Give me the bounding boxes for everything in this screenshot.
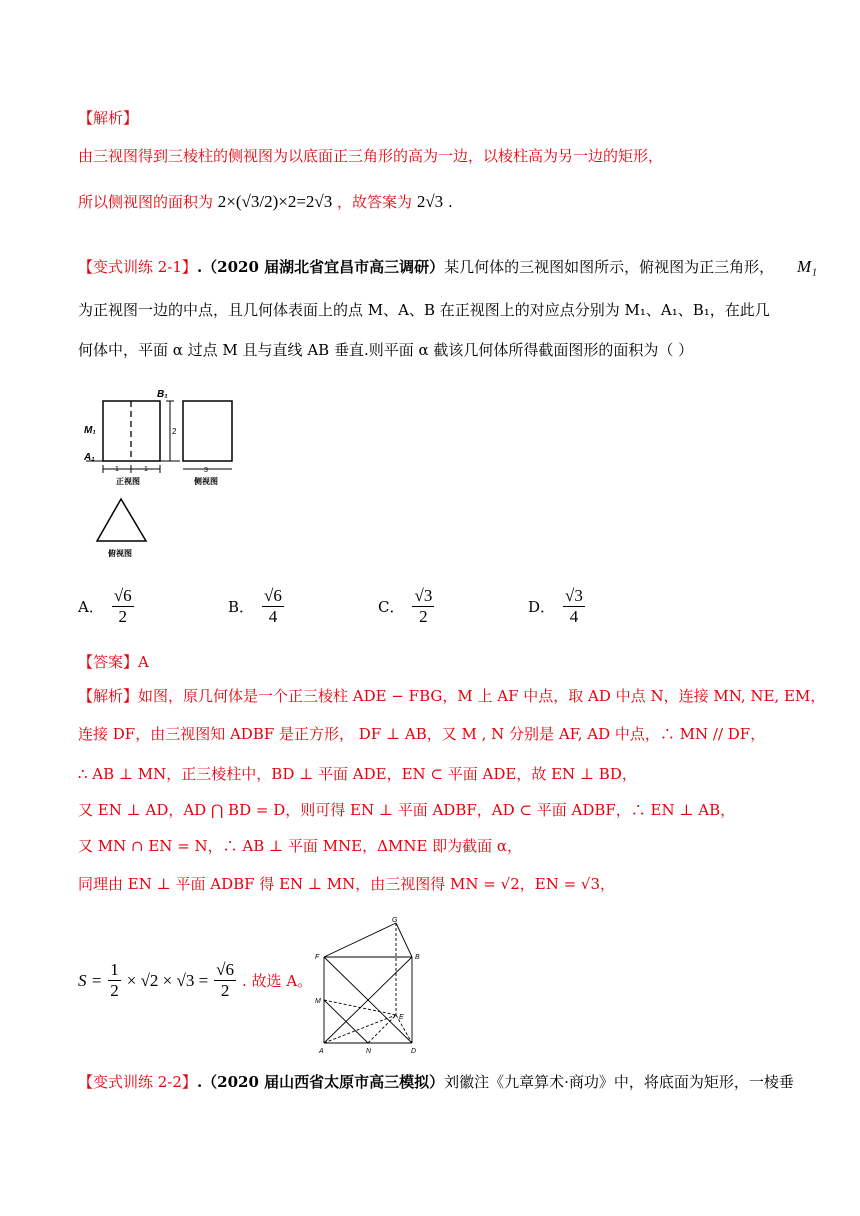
- point-a: A: [319, 1048, 324, 1055]
- s-frac-numerator: 1: [110, 960, 119, 979]
- b1-label: B₁: [157, 389, 168, 400]
- analysis-title: 【解析】: [78, 109, 139, 127]
- s-result-denominator: 2: [220, 981, 230, 1000]
- s-result-numerator: √6: [216, 960, 235, 979]
- area-result-line: [78, 960, 312, 1001]
- solution-line-5: 又 MN ∩ EN = N，∴ AB ⊥ 平面 MNE，ΔMNE 即为截面 α，: [78, 837, 523, 855]
- question-text: 某几何体的三视图如图所示，俯视图为正三角形，: [444, 258, 775, 276]
- solution-line-3: ∴ AB ⊥ MN，正三棱柱中，BD ⊥ 平面 ADE，EN ⊂ 平面 ADE，故 EN ⊥ BD，: [78, 765, 637, 783]
- a1-label: A₁: [84, 452, 95, 463]
- question-source: .（2020 届湖北省宜昌市高三调研）: [196, 258, 445, 276]
- option-d[interactable]: [528, 586, 587, 627]
- option-c-denominator: 2: [419, 607, 428, 626]
- option-a[interactable]: [78, 586, 136, 627]
- question-2-2-text: 刘徽注《九章算术·商功》中，将底面为矩形，一棱垂: [444, 1073, 794, 1091]
- point-g: G: [392, 917, 398, 924]
- option-a-numerator: √6: [113, 586, 132, 605]
- point-m: M: [315, 998, 321, 1005]
- option-a-denominator: 2: [118, 607, 128, 626]
- analysis-line-2: [78, 190, 453, 214]
- question-tag: 【变式训练 2-1】: [78, 258, 197, 276]
- m1-symbol: M₁: [796, 257, 818, 276]
- option-c-numerator: √3: [414, 586, 433, 605]
- analysis-line-2-text: 所以侧视图的面积为: [78, 193, 214, 211]
- three-view-figure: [80, 382, 250, 562]
- solution-line-6: 同理由 EN ⊥ 平面 ADBF 得 EN ⊥ MN，由三视图得 MN = √2，EN = √3，: [78, 875, 616, 893]
- point-b: B: [415, 954, 420, 961]
- s-lhs: S =: [78, 970, 103, 990]
- prism-figure: [312, 915, 424, 1055]
- point-f: F: [315, 954, 320, 961]
- s-frac-denominator: 2: [110, 981, 119, 1000]
- side-view-label: 侧视图: [194, 477, 218, 486]
- m1-label: M₁: [84, 425, 96, 436]
- front-view-label: 正视图: [116, 477, 140, 486]
- answer-value: 2√3: [416, 192, 444, 211]
- s-conclusion: . 故选 A。: [242, 971, 313, 990]
- option-a-label: A．: [78, 598, 104, 616]
- analysis-line-1: 由三视图得到三棱柱的侧视图为以底面正三角形的高为一边，以棱柱高为另一边的矩形，: [78, 147, 664, 165]
- analysis-line-2-mid: ，故答案为: [337, 193, 413, 211]
- option-b-denominator: 4: [268, 607, 278, 626]
- answer-line: [78, 650, 149, 674]
- question-2-1-header: [78, 255, 817, 279]
- option-c-label: C．: [378, 598, 405, 616]
- side-view-rect: [183, 401, 232, 461]
- area-formula: 2×(√3/2)×2=2√3: [217, 192, 333, 211]
- side-width-label: 3: [204, 467, 208, 474]
- width-label-2: 1: [144, 466, 148, 473]
- option-d-denominator: 4: [569, 607, 579, 626]
- top-view-triangle: [97, 499, 146, 541]
- option-b-label: B．: [228, 598, 255, 616]
- option-d-numerator: √3: [565, 586, 583, 605]
- solution-line-1: 【解析】如图，原几何体是一个正三棱柱 ADE − FBG，M 上 AF 中点，取 AD 中点 N，连接 MN, NE, EM，: [78, 687, 826, 705]
- point-e: E: [399, 1014, 404, 1021]
- question-2-2-source: .（2020 届山西省太原市高三模拟）: [196, 1073, 445, 1091]
- question-line-2: 为正视图一边的中点，且几何体表面上的点 M、A、B 在正视图上的对应点分别为 M₁、A₁、B₁，在此几: [78, 301, 770, 319]
- solution-line-2: 连接 DF，由三视图知 ADBF 是正方形， DF ⊥ AB，又 M , N 分别是 AF, AD 中点，∴ MN // DF，: [78, 725, 766, 743]
- question-line-3: 何体中，平面 α 过点 M 且与直线 AB 垂直.则平面 α 截该几何体所得截面图形的面积为（ ）: [78, 341, 694, 359]
- answer-tag: 【答案】: [78, 653, 139, 671]
- s-middle: × √2 × √3 =: [126, 970, 209, 990]
- option-d-label: D．: [528, 598, 556, 616]
- analysis-line-2-end: .: [447, 193, 453, 211]
- solution-line-4: 又 EN ⊥ AD，AD ⋂ BD = D，则可得 EN ⊥ 平面 ADBF，AD ⊂ 平面 ADBF，∴ EN ⊥ AB，: [78, 801, 736, 819]
- width-label-1: 1: [115, 466, 119, 473]
- question-2-2-header: [78, 1070, 794, 1094]
- point-n: N: [366, 1048, 372, 1055]
- option-b-numerator: √6: [264, 586, 282, 605]
- option-c[interactable]: [378, 586, 436, 627]
- question-2-2-tag: 【变式训练 2-2】: [78, 1073, 197, 1091]
- height-label: 2: [172, 427, 177, 436]
- point-d: D: [411, 1048, 417, 1055]
- answer-value: A: [138, 653, 149, 671]
- top-view-label: 俯视图: [108, 549, 132, 558]
- option-b[interactable]: [228, 586, 286, 627]
